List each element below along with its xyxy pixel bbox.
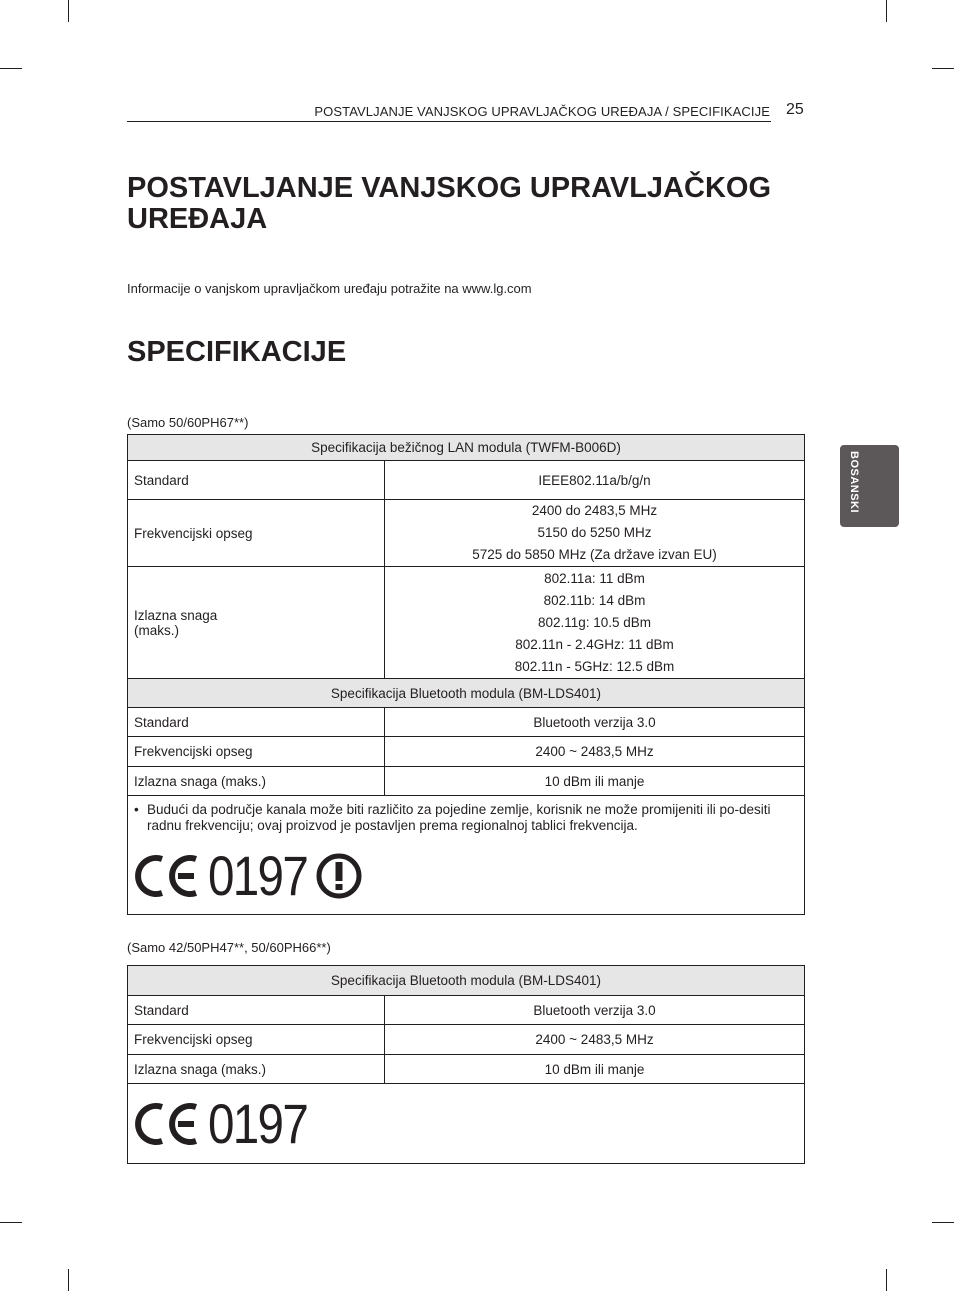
bullet-note: [134, 802, 798, 834]
table-cell-value: 2400 ~ 2483,5 MHz: [385, 737, 805, 767]
table-cell-label: Frekvencijski opseg: [128, 1025, 385, 1055]
table-cell-value: [385, 500, 805, 567]
crop-mark: [886, 1269, 887, 1291]
power-value: 802.11b: 14 dBm: [543, 592, 646, 608]
spec-table-1: [127, 434, 805, 915]
ce-mark-icon: [134, 1100, 200, 1148]
table-cell-value: [385, 567, 805, 679]
language-tab-label: BOSANSKI: [848, 451, 860, 514]
power-value: 802.11n - 5GHz: 12.5 dBm: [514, 658, 675, 674]
spec-table-2: [127, 965, 805, 1164]
power-value: 802.11n - 2.4GHz: 11 dBm: [515, 636, 674, 652]
crop-mark: [68, 0, 69, 22]
power-label: (maks.): [134, 622, 179, 638]
crop-mark: [886, 0, 887, 22]
crop-mark: [932, 1222, 954, 1223]
table-cell-label: Izlazna snaga (maks.): [128, 1055, 385, 1084]
bluetooth-header: Specifikacija Bluetooth modula (BM-LDS401): [128, 679, 805, 708]
freq-value: 5725 do 5850 MHz (Za države izvan EU): [472, 547, 717, 562]
section-title-external-control: POSTAVLJANJE VANJSKOG UPRAVLJAČKOG UREĐAJA: [127, 172, 772, 235]
running-header: POSTAVLJANJE VANJSKOG UPRAVLJAČKOG UREĐAJA / SPECIFIKACIJE: [314, 104, 770, 119]
ce-marking: [134, 1092, 798, 1155]
table-cell-value: 2400 ~ 2483,5 MHz: [385, 1025, 805, 1055]
power-label: Izlazna snaga: [134, 607, 218, 623]
power-value: 802.11g: 10.5 dBm: [537, 614, 652, 630]
table-cell-label: Standard: [128, 996, 385, 1025]
crop-mark: [0, 68, 22, 69]
page-number: 25: [786, 101, 804, 118]
model-note-1: (Samo 50/60PH67**): [127, 415, 249, 430]
table-cell-value: IEEE802.11a/b/g/n: [385, 461, 805, 500]
power-value: 802.11a: 11 dBm: [544, 570, 645, 586]
ce-marking: [134, 844, 798, 907]
table-cell-value: 10 dBm ili manje: [385, 1055, 805, 1084]
alert-icon: [315, 852, 363, 900]
crop-mark: [932, 68, 954, 69]
crop-mark: [0, 1222, 22, 1223]
section-title-specifications: SPECIFIKACIJE: [127, 336, 347, 368]
ce-mark-icon: [134, 852, 200, 900]
table-cell-value: Bluetooth verzija 3.0: [385, 996, 805, 1025]
table-cell-label: Frekvencijski opseg: [128, 737, 385, 767]
freq-value: 5150 do 5250 MHz: [537, 525, 652, 540]
bluetooth-header: Specifikacija Bluetooth modula (BM-LDS401): [128, 966, 805, 996]
bullet-icon: •: [134, 802, 139, 817]
wlan-header: Specifikacija bežičnog LAN modula (TWFM-B006D): [128, 435, 805, 461]
header-rule: [127, 121, 771, 122]
table-cell-label: [128, 567, 385, 679]
table-cell-label: Frekvencijski opseg: [128, 500, 385, 567]
model-note-2: (Samo 42/50PH47**, 50/60PH66**): [127, 940, 331, 955]
table-cell-label: Standard: [128, 708, 385, 737]
crop-mark: [68, 1269, 69, 1291]
language-tab: [840, 445, 899, 527]
regulatory-cell: [128, 796, 805, 915]
intro-text: Informacije o vanjskom upravljačkom uređaju potražite na www.lg.com: [127, 281, 532, 296]
table-cell-label: Standard: [128, 461, 385, 500]
notified-body-number: 0197: [208, 844, 308, 907]
freq-value: 2400 do 2483,5 MHz: [531, 503, 658, 518]
notified-body-number: 0197: [208, 1092, 308, 1155]
regulatory-cell: [128, 1084, 805, 1164]
table-cell-value: Bluetooth verzija 3.0: [385, 708, 805, 737]
table-cell-label: Izlazna snaga (maks.): [128, 767, 385, 796]
table-cell-value: 10 dBm ili manje: [385, 767, 805, 796]
bullet-text: Budući da područje kanala može biti različito za pojedine zemlje, korisnik ne može promijeniti ili po-desiti radnu frekvenciju; ovaj proizvod je postavljen prema regionalnoj tablici frekvencija.: [147, 802, 771, 833]
